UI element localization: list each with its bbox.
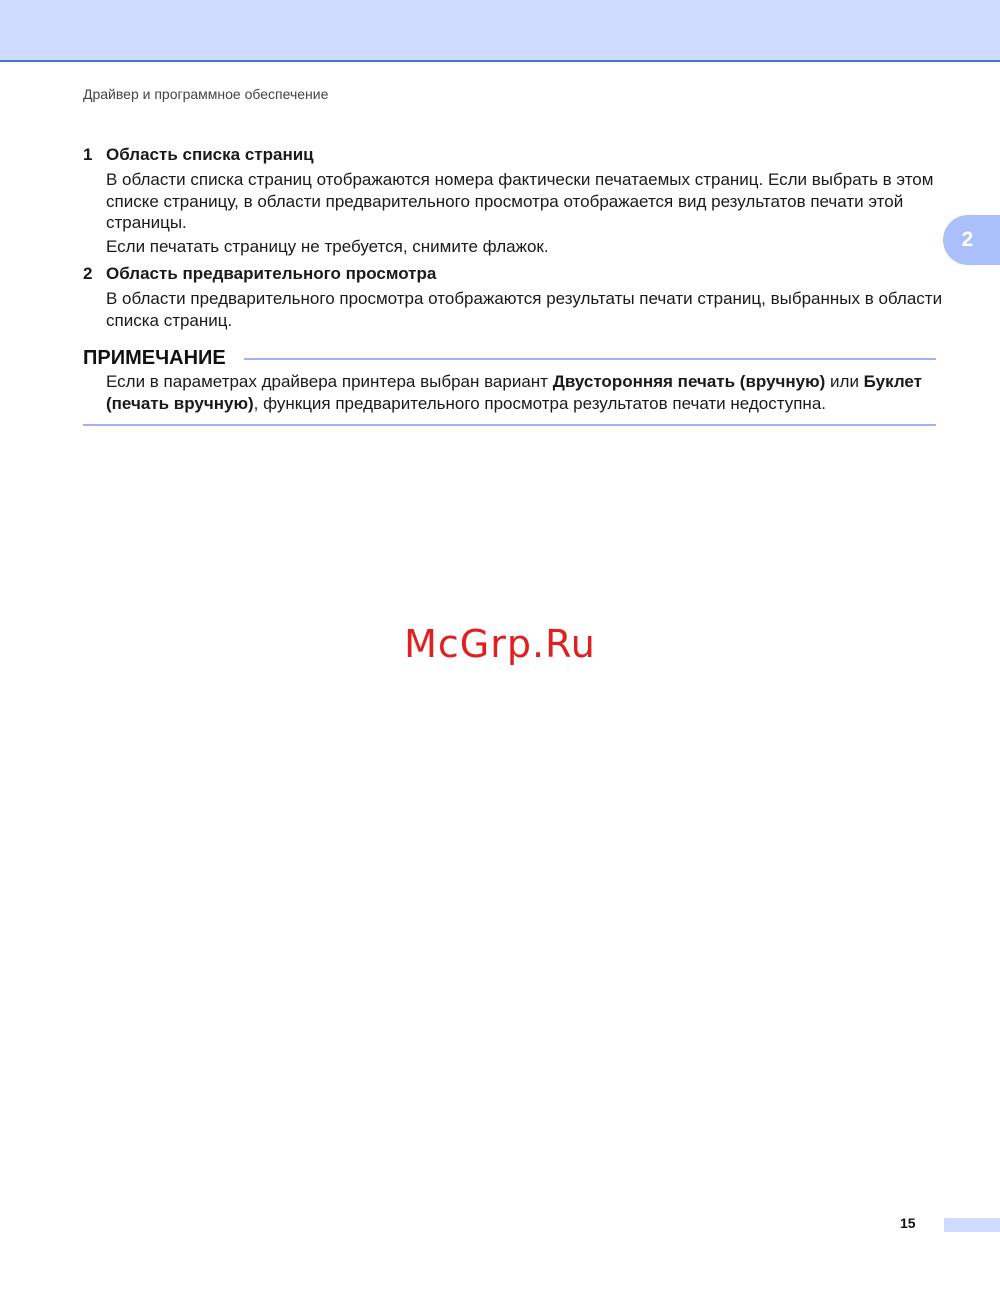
item-body xyxy=(106,288,943,331)
item-body xyxy=(106,169,943,257)
note-divider-bottom xyxy=(83,424,936,426)
note-title-row xyxy=(83,345,936,371)
item-paragraph: В области предварительного просмотра отображаются результаты печати страниц, выбранных в области списка страниц. xyxy=(106,289,943,330)
chapter-tab: 2 xyxy=(943,215,1000,265)
note-text: , функция предварительного просмотра результатов печати недоступна. xyxy=(253,394,826,413)
item-title: Область предварительного просмотра xyxy=(106,264,437,283)
note-text: или xyxy=(825,372,864,391)
page-number-tab xyxy=(944,1218,1000,1232)
item-number: 2 xyxy=(83,264,93,283)
header-band xyxy=(0,0,1000,62)
page-number: 15 xyxy=(900,1215,916,1231)
note-option-booklet: Буклет (печать вручную) xyxy=(106,372,922,413)
item-paragraph: В области списка страниц отображаются номера фактически печатаемых страниц. Если выбрать в этом списке страницу, в области предварительного просмотра отображается вид результатов печати этой страницы. xyxy=(106,170,934,232)
running-header: Драйвер и программное обеспечение xyxy=(83,86,329,102)
watermark: McGrp.Ru xyxy=(404,622,596,666)
item-heading xyxy=(83,144,943,166)
note-divider-top xyxy=(244,358,936,360)
note-text: Если в параметрах драйвера принтера выбран вариант xyxy=(106,372,553,391)
item-title: Область списка страниц xyxy=(106,145,314,164)
note-option-duplex: Двусторонняя печать (вручную) xyxy=(552,372,826,391)
note-body xyxy=(106,371,936,415)
item-paragraph: Если печатать страницу не требуется, снимите флажок. xyxy=(106,236,549,256)
item-heading xyxy=(83,263,943,285)
note-title: ПРИМЕЧАНИЕ xyxy=(83,346,226,369)
list-item-preview-area xyxy=(83,263,943,333)
list-item-page-list-area xyxy=(83,144,943,259)
item-number: 1 xyxy=(83,145,93,164)
note-box xyxy=(83,345,936,426)
